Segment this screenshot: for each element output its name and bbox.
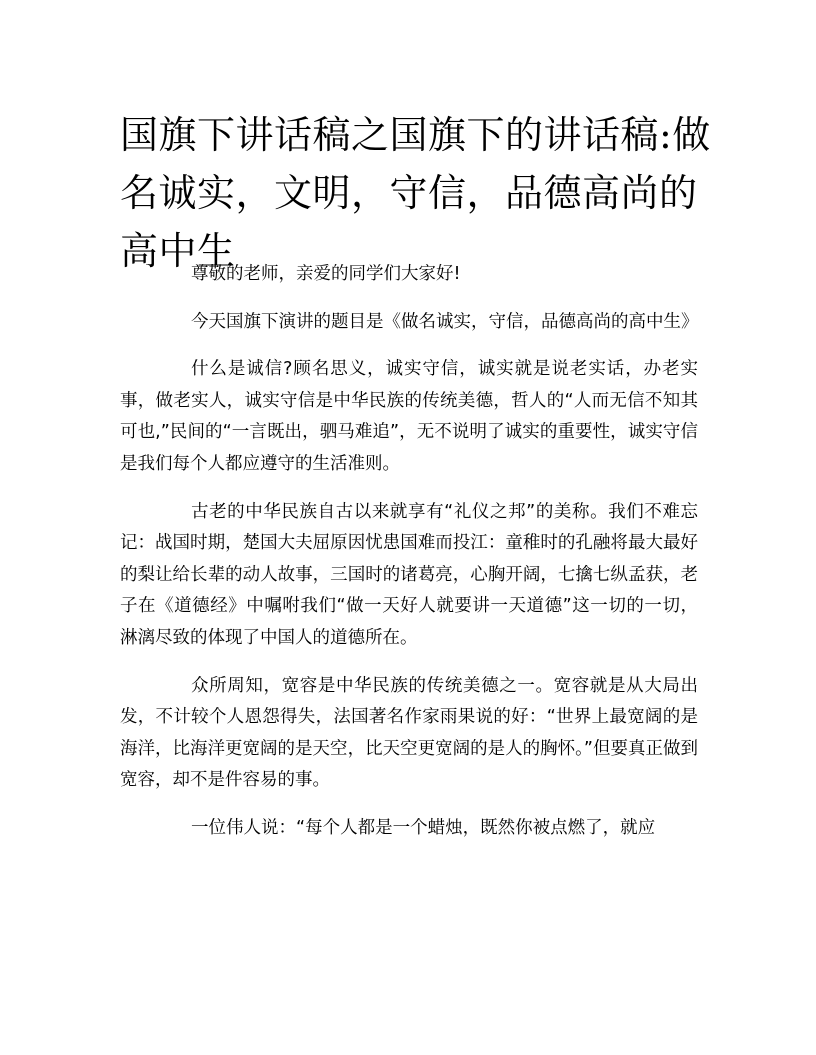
paragraph-honesty: 什么是诚信?顾名思义，诚实守信，诚实就是说老实话，办老实事，做老实人，诚实守信是中华民族的传统美德，哲人的“人而无信不知其可也,”民间的“一言既出，驷马难追”，无不说明了诚实的重要性，诚实守信是我们每个人都应遵守的生活准则。 [120,359,698,474]
paragraph-greeting: 尊敬的老师，亲爱的同学们大家好! [191,264,461,284]
paragraph-tolerance: 众所周知，宽容是中华民族的传统美德之一。宽容就是从大局出发，不计较个人恩怨得失，法国著名作家雨果说的好：“世界上最宽阔的是海洋，比海洋更宽阔的是天空，比天空更宽阔的是人的胸怀。”但要真正做到宽容，却不是件容易的事。 [120,675,698,791]
document-title: 国旗下讲话稿之国旗下的讲话稿:做名诚实，文明，守信，品德高尚的高中生 [120,113,711,273]
paragraph-topic: 今天国旗下演讲的题目是《做名诚实，守信，品德高尚的高中生》 [191,311,699,332]
document-body [120,259,698,861]
paragraph-etiquette: 古老的中华民族自古以来就享有“礼仪之邦”的美称。我们不难忘记：战国时期，楚国大夫屈原因忧患国难而投江：童稚时的孔融将最大最好的梨让给长辈的动人故事，三国时的诸葛亮，心胸开阔，七擒七纵孟获，老子在《道德经》中嘱咐我们“做一天好人就要讲一天道德”这一切的一切，淋漓尽致的体现了中国人的道德所在。 [120,501,698,648]
paragraph-candle: 一位伟人说：“每个人都是一个蜡烛，既然你被点燃了，就应 [191,817,656,838]
